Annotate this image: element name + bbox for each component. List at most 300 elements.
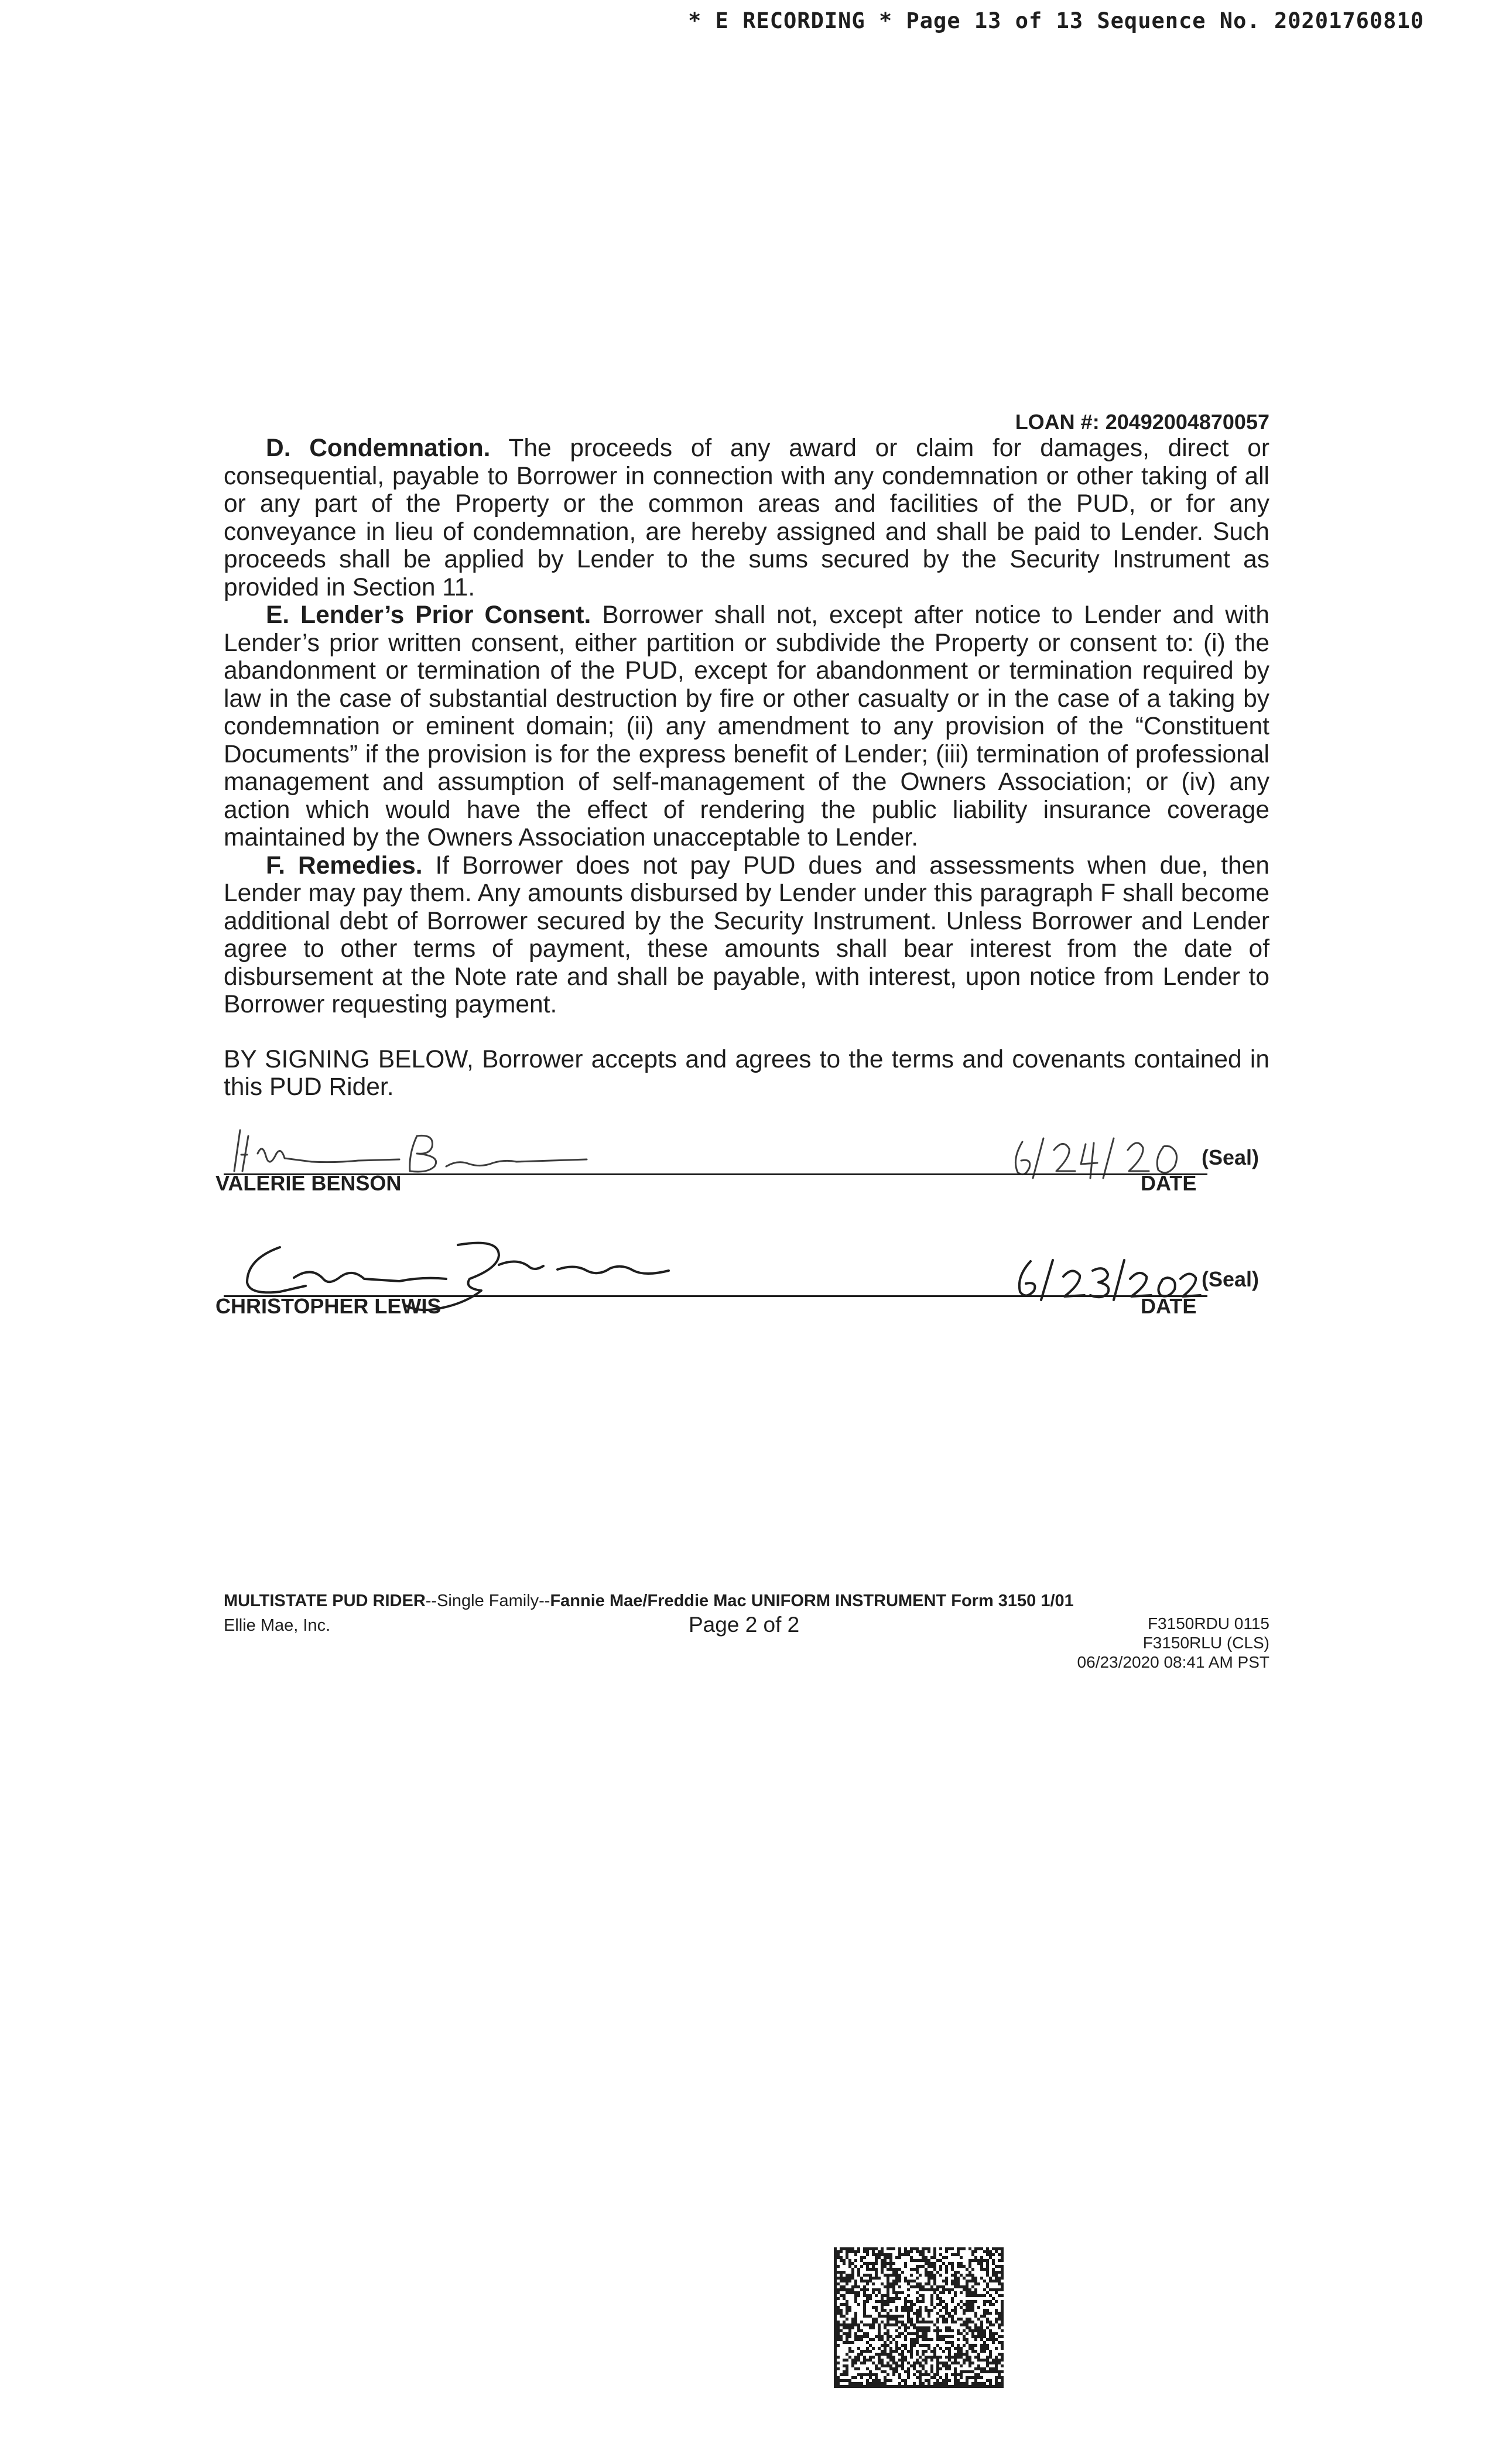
barcode-module	[974, 2247, 977, 2250]
barcode-module	[869, 2359, 872, 2362]
barcode-module	[878, 2332, 881, 2335]
valerie-benson-date-label: DATE	[1141, 1171, 1197, 1195]
barcode-module	[834, 2367, 837, 2370]
barcode-module	[968, 2262, 971, 2265]
barcode-module	[945, 2318, 948, 2321]
barcode-module	[974, 2373, 977, 2376]
barcode-module	[1001, 2247, 1004, 2250]
barcode-module	[995, 2364, 998, 2367]
barcode-module	[966, 2382, 968, 2385]
barcode-module	[846, 2364, 848, 2367]
barcode-module	[878, 2379, 881, 2382]
barcode-module	[957, 2303, 960, 2306]
barcode-module	[848, 2335, 851, 2338]
barcode-module	[986, 2385, 989, 2388]
barcode-module	[963, 2329, 966, 2332]
barcode-module	[922, 2259, 925, 2262]
barcode-module	[881, 2300, 884, 2303]
barcode-module	[898, 2326, 901, 2329]
barcode-module	[989, 2379, 992, 2382]
barcode-module	[995, 2332, 998, 2335]
barcode-module	[843, 2341, 846, 2344]
barcode-module	[866, 2373, 869, 2376]
barcode-module	[989, 2253, 992, 2256]
barcode-module	[895, 2367, 898, 2370]
barcode-module	[889, 2247, 892, 2250]
barcode-module	[919, 2259, 922, 2262]
barcode-module	[968, 2344, 971, 2347]
barcode-module	[992, 2253, 995, 2256]
barcode-module	[966, 2309, 968, 2312]
barcode-module	[848, 2250, 851, 2253]
barcode-module	[907, 2309, 910, 2312]
barcode-module	[954, 2321, 957, 2323]
barcode-module	[869, 2315, 872, 2318]
barcode-module	[916, 2259, 919, 2262]
barcode-module	[834, 2288, 837, 2291]
barcode-module	[910, 2259, 913, 2262]
barcode-module	[936, 2382, 939, 2385]
barcode-module	[966, 2285, 968, 2288]
barcode-module	[974, 2312, 977, 2315]
barcode-module	[878, 2385, 881, 2388]
barcode-module	[998, 2362, 1001, 2364]
barcode-module	[957, 2353, 960, 2356]
barcode-module	[846, 2309, 848, 2312]
barcode-module	[966, 2306, 968, 2309]
barcode-module	[866, 2332, 869, 2335]
barcode-module	[884, 2259, 887, 2262]
barcode-module	[933, 2353, 936, 2356]
barcode-module	[936, 2370, 939, 2373]
barcode-module	[933, 2250, 936, 2253]
barcode-module	[892, 2268, 895, 2271]
barcode-module	[860, 2265, 863, 2268]
barcode-module	[881, 2306, 884, 2309]
barcode-module	[936, 2359, 939, 2362]
barcode-module	[837, 2271, 840, 2274]
barcode-module	[942, 2364, 945, 2367]
barcode-module	[980, 2323, 983, 2326]
barcode-module	[884, 2265, 887, 2268]
barcode-module	[872, 2277, 875, 2280]
barcode-module	[995, 2291, 998, 2294]
barcode-module	[989, 2280, 992, 2282]
barcode-module	[843, 2326, 846, 2329]
barcode-module	[869, 2262, 872, 2265]
barcode-module	[889, 2379, 892, 2382]
barcode-module	[875, 2379, 878, 2382]
barcode-module	[960, 2247, 963, 2250]
barcode-module	[989, 2362, 992, 2364]
barcode-module	[968, 2359, 971, 2362]
barcode-module	[851, 2323, 854, 2326]
barcode-module	[968, 2259, 971, 2262]
barcode-module	[843, 2303, 846, 2306]
barcode-module	[869, 2277, 872, 2280]
barcode-module	[928, 2277, 930, 2280]
barcode-module	[857, 2268, 860, 2271]
barcode-module	[854, 2312, 857, 2315]
barcode-module	[1001, 2303, 1004, 2306]
barcode-module	[960, 2382, 963, 2385]
barcode-module	[957, 2362, 960, 2364]
barcode-module	[960, 2353, 963, 2356]
barcode-module	[954, 2359, 957, 2362]
barcode-module	[898, 2332, 901, 2335]
barcode-module	[995, 2247, 998, 2250]
barcode-module	[892, 2315, 895, 2318]
barcode-module	[837, 2326, 840, 2329]
barcode-module	[977, 2382, 980, 2385]
barcode-module	[834, 2329, 837, 2332]
barcode-module	[869, 2268, 872, 2271]
barcode-module	[945, 2312, 948, 2315]
barcode-module	[866, 2282, 869, 2285]
barcode-module	[913, 2373, 916, 2376]
barcode-module	[913, 2362, 916, 2364]
barcode-module	[936, 2373, 939, 2376]
barcode-module	[904, 2303, 907, 2306]
barcode-module	[866, 2253, 869, 2256]
barcode-module	[919, 2294, 922, 2297]
barcode-module	[872, 2268, 875, 2271]
barcode-module	[916, 2341, 919, 2344]
barcode-module	[866, 2274, 869, 2277]
barcode-module	[898, 2335, 901, 2338]
barcode-module	[954, 2385, 957, 2388]
barcode-module	[887, 2364, 889, 2367]
barcode-module	[907, 2373, 910, 2376]
barcode-module	[857, 2323, 860, 2326]
barcode-module	[834, 2376, 837, 2379]
barcode-module	[960, 2385, 963, 2388]
barcode-module	[919, 2326, 922, 2329]
barcode-module	[939, 2259, 942, 2262]
barcode-module	[922, 2329, 925, 2332]
barcode-module	[840, 2323, 843, 2326]
barcode-module	[971, 2382, 974, 2385]
barcode-module	[986, 2364, 989, 2367]
barcode-module	[977, 2247, 980, 2250]
barcode-module	[907, 2300, 910, 2303]
barcode-module	[887, 2291, 889, 2294]
barcode-module	[960, 2347, 963, 2350]
barcode-module	[869, 2385, 872, 2388]
barcode-module	[892, 2288, 895, 2291]
barcode-module	[995, 2312, 998, 2315]
barcode-module	[960, 2274, 963, 2277]
barcode-module	[851, 2326, 854, 2329]
barcode-module	[892, 2318, 895, 2321]
barcode-module	[834, 2250, 837, 2253]
barcode-module	[834, 2282, 837, 2285]
barcode-module	[919, 2370, 922, 2373]
barcode-module	[889, 2309, 892, 2312]
barcode-module	[942, 2335, 945, 2338]
barcode-module	[889, 2335, 892, 2338]
barcode-module	[863, 2262, 866, 2265]
barcode-module	[971, 2332, 974, 2335]
barcode-module	[916, 2271, 919, 2274]
barcode-module	[857, 2303, 860, 2306]
barcode-module	[851, 2321, 854, 2323]
barcode-module	[919, 2300, 922, 2303]
barcode-module	[974, 2256, 977, 2259]
barcode-module	[945, 2367, 948, 2370]
barcode-module	[889, 2282, 892, 2285]
barcode-module	[875, 2318, 878, 2321]
barcode-module	[942, 2379, 945, 2382]
barcode-module	[875, 2364, 878, 2367]
barcode-module	[898, 2291, 901, 2294]
barcode-module	[974, 2329, 977, 2332]
barcode-module	[857, 2382, 860, 2385]
barcode-module	[878, 2288, 881, 2291]
barcode-module	[933, 2306, 936, 2309]
barcode-module	[942, 2385, 945, 2388]
barcode-module	[892, 2300, 895, 2303]
barcode-module	[945, 2303, 948, 2306]
barcode-module	[895, 2318, 898, 2321]
barcode-module	[872, 2291, 875, 2294]
barcode-module	[910, 2364, 913, 2367]
barcode-module	[989, 2350, 992, 2353]
barcode-module	[998, 2318, 1001, 2321]
barcode-module	[851, 2262, 854, 2265]
barcode-module	[887, 2329, 889, 2332]
barcode-module	[881, 2353, 884, 2356]
barcode-module	[869, 2356, 872, 2359]
barcode-module	[971, 2385, 974, 2388]
barcode-module	[951, 2274, 954, 2277]
barcode-module	[974, 2382, 977, 2385]
barcode-module	[892, 2370, 895, 2373]
barcode-module	[860, 2280, 863, 2282]
barcode-module	[895, 2341, 898, 2344]
barcode-module	[933, 2256, 936, 2259]
barcode-module	[968, 2356, 971, 2359]
barcode-module	[933, 2253, 936, 2256]
barcode-module	[889, 2285, 892, 2288]
barcode-module	[945, 2356, 948, 2359]
barcode-module	[960, 2262, 963, 2265]
barcode-module	[892, 2280, 895, 2282]
barcode-module	[930, 2364, 933, 2367]
barcode-module	[968, 2321, 971, 2323]
barcode-module	[866, 2300, 869, 2303]
barcode-module	[922, 2353, 925, 2356]
barcode-module	[898, 2321, 901, 2323]
barcode-module	[869, 2338, 872, 2341]
barcode-module	[913, 2364, 916, 2367]
barcode-module	[992, 2359, 995, 2362]
barcode-module	[954, 2277, 957, 2280]
barcode-module	[977, 2282, 980, 2285]
barcode-module	[878, 2312, 881, 2315]
barcode-module	[854, 2335, 857, 2338]
barcode-module	[968, 2385, 971, 2388]
barcode-module	[910, 2350, 913, 2353]
barcode-module	[928, 2382, 930, 2385]
barcode-module	[916, 2338, 919, 2341]
barcode-module	[889, 2256, 892, 2259]
barcode-module	[837, 2382, 840, 2385]
barcode-module	[884, 2379, 887, 2382]
barcode-module	[986, 2291, 989, 2294]
barcode-module	[995, 2362, 998, 2364]
barcode-module	[942, 2321, 945, 2323]
barcode-module	[925, 2359, 928, 2362]
barcode-module	[875, 2306, 878, 2309]
barcode-module	[834, 2385, 837, 2388]
barcode-module	[857, 2250, 860, 2253]
barcode-module	[837, 2321, 840, 2323]
barcode-module	[930, 2262, 933, 2265]
barcode-module	[1001, 2268, 1004, 2271]
barcode-module	[936, 2297, 939, 2300]
barcode-module	[930, 2376, 933, 2379]
barcode-module	[889, 2315, 892, 2318]
barcode-module	[863, 2306, 866, 2309]
barcode-module	[922, 2297, 925, 2300]
barcode-module	[971, 2280, 974, 2282]
barcode-module	[966, 2282, 968, 2285]
barcode-module	[995, 2347, 998, 2350]
barcode-module	[974, 2315, 977, 2318]
barcode-module	[834, 2332, 837, 2335]
barcode-module	[942, 2262, 945, 2265]
barcode-module	[983, 2347, 986, 2350]
barcode-module	[866, 2379, 869, 2382]
barcode-module	[939, 2362, 942, 2364]
barcode-module	[919, 2309, 922, 2312]
barcode-module	[913, 2285, 916, 2288]
barcode-module	[995, 2265, 998, 2268]
barcode-module	[887, 2379, 889, 2382]
barcode-module	[1001, 2309, 1004, 2312]
barcode-module	[834, 2268, 837, 2271]
barcode-module	[986, 2318, 989, 2321]
barcode-module	[857, 2291, 860, 2294]
barcode-module	[954, 2294, 957, 2297]
barcode-module	[887, 2280, 889, 2282]
barcode-module	[936, 2329, 939, 2332]
barcode-module	[889, 2356, 892, 2359]
barcode-module	[904, 2344, 907, 2347]
barcode-module	[840, 2379, 843, 2382]
barcode-module	[869, 2382, 872, 2385]
barcode-module	[901, 2367, 904, 2370]
barcode-module	[1001, 2315, 1004, 2318]
barcode-module	[837, 2288, 840, 2291]
barcode-module	[892, 2282, 895, 2285]
barcode-module	[980, 2338, 983, 2341]
barcode-module	[930, 2265, 933, 2268]
barcode-module	[919, 2344, 922, 2347]
barcode-module	[878, 2353, 881, 2356]
barcode-module	[901, 2344, 904, 2347]
barcode-module	[919, 2362, 922, 2364]
barcode-module	[945, 2362, 948, 2364]
barcode-module	[872, 2323, 875, 2326]
barcode-module	[928, 2288, 930, 2291]
barcode-module	[930, 2297, 933, 2300]
barcode-module	[916, 2282, 919, 2285]
barcode-module	[910, 2300, 913, 2303]
barcode-module	[968, 2318, 971, 2321]
barcode-module	[913, 2268, 916, 2271]
barcode-module	[834, 2315, 837, 2318]
barcode-module	[983, 2385, 986, 2388]
barcode-module	[919, 2376, 922, 2379]
barcode-module	[966, 2332, 968, 2335]
barcode-module	[866, 2265, 869, 2268]
barcode-module	[872, 2321, 875, 2323]
barcode-module	[974, 2294, 977, 2297]
barcode-module	[963, 2362, 966, 2364]
barcode-module	[919, 2335, 922, 2338]
barcode-module	[889, 2359, 892, 2362]
barcode-module	[848, 2332, 851, 2335]
barcode-module	[834, 2353, 837, 2356]
barcode-module	[928, 2385, 930, 2388]
barcode-module	[992, 2247, 995, 2250]
barcode-module	[866, 2315, 869, 2318]
barcode-module	[881, 2253, 884, 2256]
barcode-module	[881, 2265, 884, 2268]
barcode-module	[928, 2265, 930, 2268]
barcode-module	[843, 2285, 846, 2288]
valerie-benson-seal: (Seal)	[1202, 1145, 1260, 1169]
barcode-module	[872, 2347, 875, 2350]
barcode-module	[872, 2373, 875, 2376]
barcode-module	[998, 2382, 1001, 2385]
barcode-module	[919, 2265, 922, 2268]
barcode-module	[954, 2271, 957, 2274]
barcode-module	[898, 2253, 901, 2256]
barcode-module	[863, 2359, 866, 2362]
barcode-module	[936, 2318, 939, 2321]
barcode-module	[971, 2291, 974, 2294]
barcode-module	[986, 2362, 989, 2364]
barcode-module	[933, 2282, 936, 2285]
barcode-module	[980, 2321, 983, 2323]
barcode-module	[843, 2271, 846, 2274]
barcode-module	[916, 2370, 919, 2373]
barcode-module	[895, 2315, 898, 2318]
barcode-module	[916, 2309, 919, 2312]
barcode-module	[895, 2335, 898, 2338]
barcode-module	[960, 2323, 963, 2326]
barcode-module	[887, 2323, 889, 2326]
barcode-module	[869, 2294, 872, 2297]
barcode-module	[907, 2253, 910, 2256]
barcode-module	[857, 2285, 860, 2288]
barcode-module	[977, 2353, 980, 2356]
barcode-module	[928, 2315, 930, 2318]
barcode-module	[930, 2367, 933, 2370]
barcode-module	[945, 2256, 948, 2259]
barcode-module	[928, 2282, 930, 2285]
barcode-module	[980, 2326, 983, 2329]
barcode-module	[907, 2250, 910, 2253]
barcode-module	[1001, 2379, 1004, 2382]
barcode-module	[933, 2373, 936, 2376]
barcode-module	[919, 2312, 922, 2315]
barcode-module	[895, 2385, 898, 2388]
barcode-module	[930, 2321, 933, 2323]
